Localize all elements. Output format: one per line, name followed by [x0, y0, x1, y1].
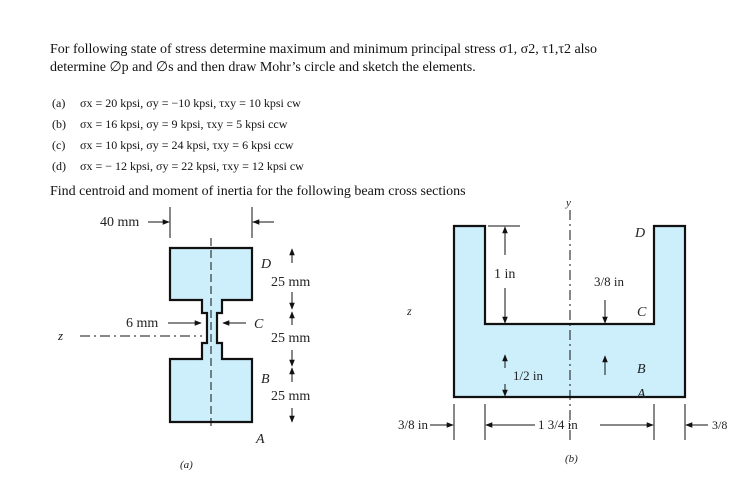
figure-b	[398, 197, 727, 465]
fig-a-width-label: 40 mm	[100, 215, 140, 230]
fig-b-dim-3-8-right: 3/8	[712, 418, 728, 432]
case-text: σx = − 12 kpsi, σy = 22 kpsi, τxy = 12 kpsi cw	[80, 159, 304, 173]
fig-a-point-C: C	[254, 317, 264, 332]
fig-b-dim-1in: 1 in	[494, 267, 516, 282]
fig-b-point-C: C	[637, 305, 647, 320]
intro-line-2: determine ∅p and ∅s and then draw Mohr’s circle and sketch the elements.	[50, 60, 476, 75]
fig-b-dim-half: 1/2 in	[513, 368, 543, 383]
fig-b-point-D: D	[635, 226, 646, 241]
fig-a-point-D: D	[261, 257, 272, 272]
fig-a-dim2: 25 mm	[271, 331, 311, 346]
figure-a	[57, 207, 310, 471]
fig-b-dim-3-8-top: 3/8 in	[594, 274, 624, 289]
case-label: (b)	[52, 117, 66, 131]
beam-heading: Find centroid and moment of inertia for the following beam cross sections	[50, 184, 466, 199]
fig-b-point-B: B	[637, 362, 646, 377]
intro-line-1: For following state of stress determine maximum and minimum principal stress σ1, σ2, τ1,τ2 also	[50, 42, 597, 57]
fig-a-dim1: 25 mm	[271, 275, 311, 290]
case-text: σx = 10 kpsi, σy = 24 kpsi, τxy = 6 kpsi ccw	[80, 138, 294, 152]
fig-b-caption: (b)	[565, 453, 578, 465]
fig-a-web-label: 6 mm	[126, 316, 159, 331]
fig-a-dim3: 25 mm	[271, 389, 311, 404]
fig-a-z-axis: z	[58, 328, 64, 343]
case-text: σx = 20 kpsi, σy = −10 kpsi, τxy = 10 kpsi cw	[80, 96, 301, 110]
fig-a-point-A: A	[256, 432, 265, 447]
fig-b-y-axis: y	[566, 197, 571, 209]
case-label: (c)	[52, 138, 66, 152]
case-label: (d)	[52, 159, 66, 173]
fig-b-dim-width: 1 3/4 in	[538, 417, 578, 432]
fig-b-point-A: A	[637, 387, 646, 402]
fig-b-dim-3-8-left: 3/8 in	[398, 417, 428, 432]
fig-a-point-B: B	[261, 372, 270, 387]
case-text: σx = 16 kpsi, σy = 9 kpsi, τxy = 5 kpsi ccw	[80, 117, 288, 131]
fig-b-z-axis: z	[407, 304, 412, 318]
case-label: (a)	[52, 96, 66, 110]
fig-a-caption: (a)	[180, 459, 193, 471]
